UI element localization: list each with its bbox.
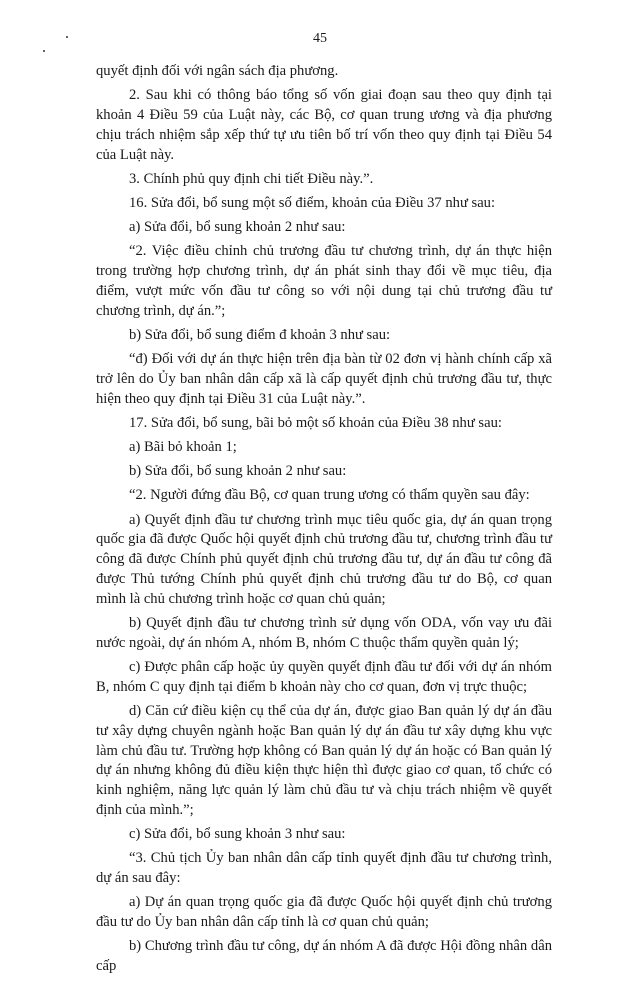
paragraph: a) Dự án quan trọng quốc gia đã được Quốc hội quyết định chủ trương đầu tư do Ủy ban nhân dân cấp tỉnh là cơ quan chủ quản; (96, 894, 552, 931)
page-body (96, 62, 552, 981)
paragraph: b) Sửa đổi, bổ sung điểm đ khoản 3 như sau: (129, 326, 391, 343)
paragraph: c) Được phân cấp hoặc ủy quyền quyết định đầu tư đối với dự án nhóm B, nhóm C quy định tại điểm b khoản này cho cơ quan, đơn vị trực thuộc; (96, 658, 552, 695)
paragraph: a) Sửa đổi, bổ sung khoản 2 như sau: (129, 219, 346, 236)
paragraph: quyết định đối với ngân sách địa phương. (96, 63, 339, 79)
scan-speck-dot (43, 50, 45, 52)
page-number: 45 (313, 31, 327, 46)
paragraph: 2. Sau khi có thông báo tổng số vốn giai đoạn sau theo quy định tại khoản 4 Điều 59 của Luật này, các Bộ, cơ quan trung ương và địa phương chịu trách nhiệm sắp xếp thứ tự ưu tiên bố trí vốn theo quy định tại Điều 54 của Luật này. (96, 87, 552, 163)
paragraph: “2. Việc điều chỉnh chủ trương đầu tư chương trình, dự án thực hiện trong trường hợp chương trình, dự án phát sinh thay đổi về mục tiêu, địa điểm, vượt mức vốn đầu tư công so với nội dung tại chủ trương đầu tư chương trình, dự án.”; (96, 243, 552, 319)
paragraph: a) Bãi bỏ khoản 1; (129, 439, 237, 456)
paragraph: c) Sửa đổi, bổ sung khoản 3 như sau: (129, 826, 346, 843)
paragraph: “3. Chủ tịch Ủy ban nhân dân cấp tỉnh quyết định đầu tư chương trình, dự án sau đây: (96, 850, 552, 887)
paragraph: “đ) Đối với dự án thực hiện trên địa bàn từ 02 đơn vị hành chính cấp xã trở lên do Ủy ban nhân dân cấp xã là cấp quyết định chủ trương đầu tư, thực hiện theo quy định tại Điều 31 của Luật này.”. (96, 351, 552, 407)
paragraph: a) Quyết định đầu tư chương trình mục tiêu quốc gia, dự án quan trọng quốc gia đã được Quốc hội quyết định chủ trương đầu tư, chương trình đầu tư công đã được Chính phủ quyết định chủ trương đầu tư, dự án đầu tư công đã được Thủ tướng Chính phủ quyết định chủ trương đầu tư do Bộ, cơ quan mình là chủ chương trình hoặc cơ quan chủ quản; (96, 511, 552, 607)
paragraph: b) Quyết định đầu tư chương trình sử dụng vốn ODA, vốn vay ưu đãi nước ngoài, dự án nhóm A, nhóm B, nhóm C thuộc thẩm quyền quản lý; (96, 615, 552, 651)
paragraph: d) Căn cứ điều kiện cụ thể của dự án, được giao Ban quản lý dự án đầu tư xây dựng chuyên ngành hoặc Ban quản lý dự án đầu tư xây dựng khu vực làm chủ đầu tư. Trường hợp không có Ban quản lý dự án hoặc có Ban quản lý dự án nhưng không đủ điều kiện thực hiện thì được giao cơ quan, tổ chức có kinh nghiệm, năng lực quản lý làm chủ đầu tư và chịu trách nhiệm về quyết định của mình.”; (96, 702, 552, 818)
paragraph: b) Chương trình đầu tư công, dự án nhóm A đã được Hội đồng nhân dân cấp (96, 938, 552, 975)
paragraph: 16. Sửa đổi, bổ sung một số điểm, khoản của Điều 37 như sau: (129, 194, 496, 211)
paragraph: 17. Sửa đổi, bổ sung, bãi bỏ một số khoản của Điều 38 như sau: (129, 414, 502, 431)
paragraph: 3. Chính phủ quy định chi tiết Điều này.”. (129, 170, 374, 187)
paragraph: “2. Người đứng đầu Bộ, cơ quan trung ương có thẩm quyền sau đây: (129, 487, 530, 504)
paragraph: b) Sửa đổi, bổ sung khoản 2 như sau: (129, 463, 347, 480)
